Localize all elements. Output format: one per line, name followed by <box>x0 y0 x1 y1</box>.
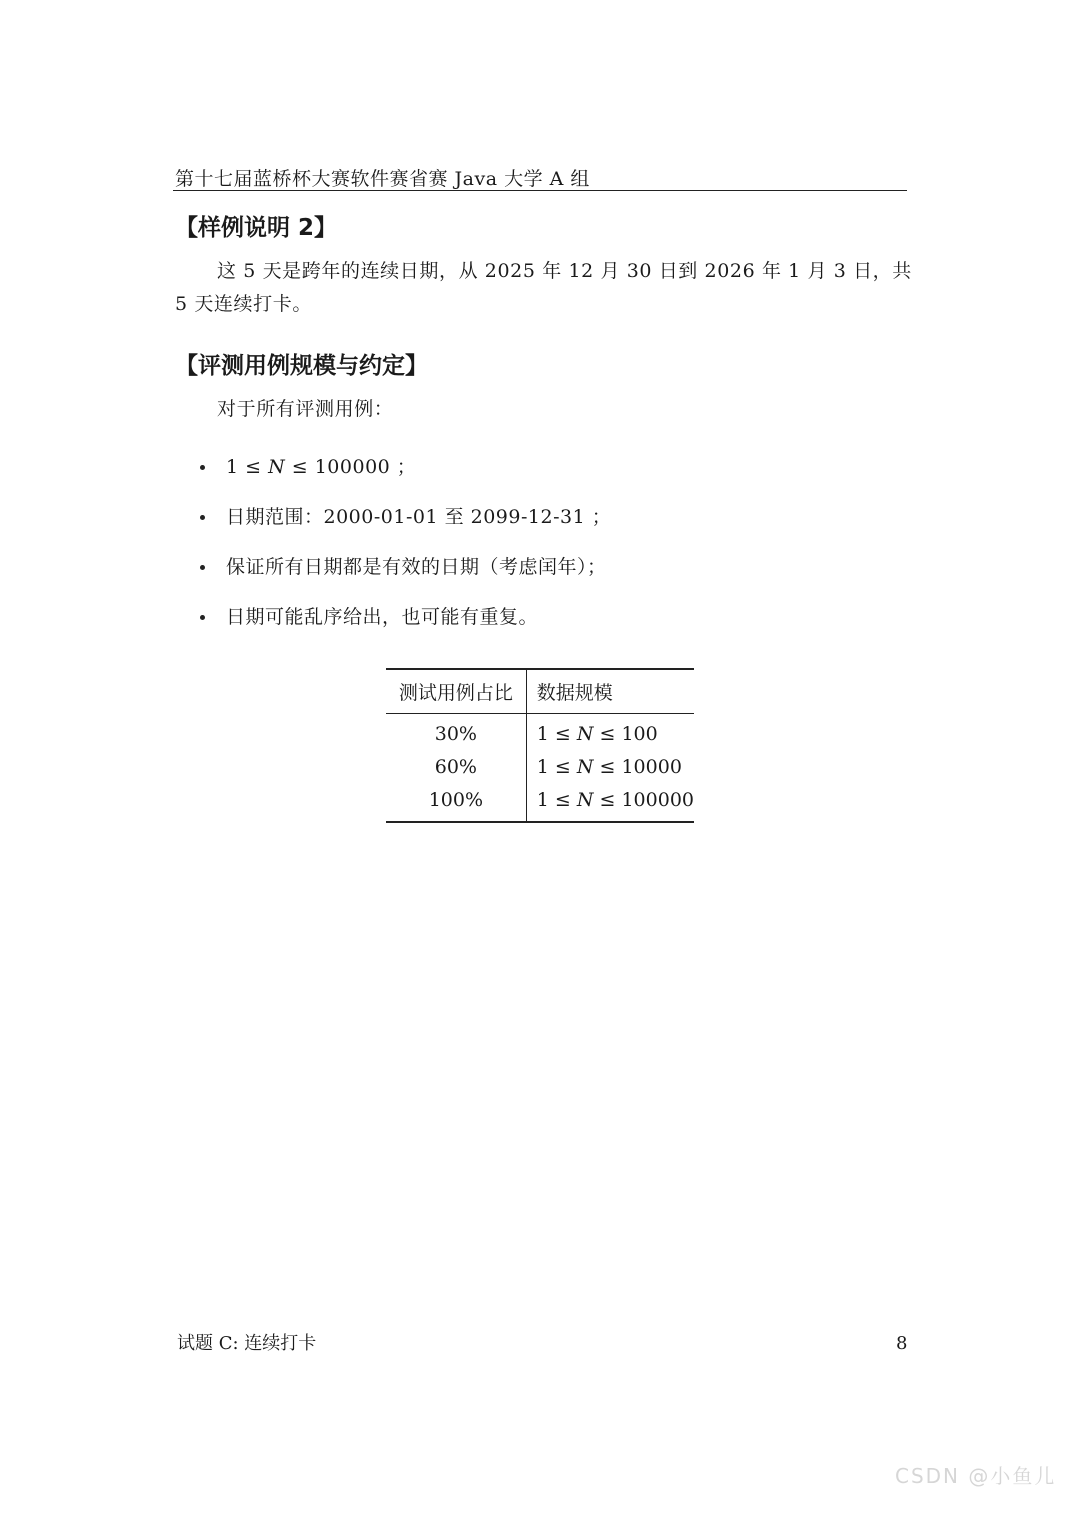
column-header-scale: 数据规模 <box>536 682 613 704</box>
bullet-icon <box>200 615 205 620</box>
sample-explanation-title: 【样例说明 2】 <box>175 215 338 241</box>
bullet-icon <box>200 565 205 570</box>
bullet-icon <box>200 465 205 470</box>
constraints-title: 【评测用例规模与约定】 <box>175 353 428 379</box>
ratio-cell: 60% <box>386 751 526 784</box>
table-header-row <box>386 669 694 714</box>
table-row <box>386 714 694 752</box>
table-row <box>386 751 694 784</box>
column-header-ratio: 测试用例占比 <box>386 669 526 714</box>
constraint-date-range: 日期范围：2000-01-01 至 2099-12-31 ； <box>226 506 612 528</box>
table-row <box>386 784 694 822</box>
sample-explanation-line-2: 5 天连续打卡。 <box>175 293 312 315</box>
sample-explanation-line-1: 这 5 天是跨年的连续日期，从 2025 年 12 月 30 日到 2026 年 1 月 3 日，共 <box>217 260 912 282</box>
constraints-intro: 对于所有评测用例： <box>217 398 394 420</box>
page-header: 第十七届蓝桥杯大赛软件赛省赛 Java 大学 A 组 <box>175 168 590 190</box>
constraint-unordered: 日期可能乱序给出，也可能有重复。 <box>226 606 539 628</box>
bullet-icon <box>200 515 205 520</box>
constraint-valid-dates: 保证所有日期都是有效的日期（考虑闰年）； <box>226 556 607 578</box>
scale-cell: 1 ≤ N ≤ 10000 <box>536 756 682 778</box>
footer-page-number: 8 <box>896 1333 908 1354</box>
footer-problem-title: 试题 C: 连续打卡 <box>177 1333 317 1354</box>
scale-cell: 1 ≤ N ≤ 100000 <box>536 789 694 811</box>
watermark: CSDN @小鱼儿 <box>895 1464 1057 1488</box>
scale-cell: 1 ≤ N ≤ 100 <box>536 723 658 745</box>
header-divider <box>173 190 907 191</box>
constraint-n-range: 1 ≤ N ≤ 100000 ； <box>226 456 417 478</box>
scale-table <box>386 668 694 823</box>
ratio-cell: 100% <box>386 784 526 822</box>
ratio-cell: 30% <box>386 714 526 752</box>
